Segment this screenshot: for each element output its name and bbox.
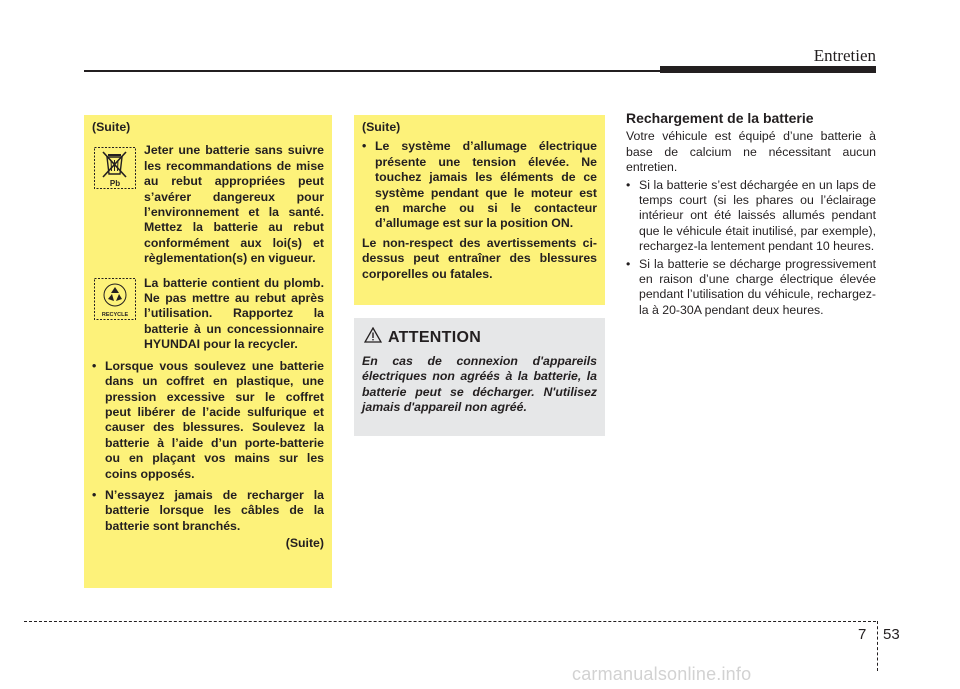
header-rule bbox=[84, 70, 664, 72]
bullet-item: • Lorsque vous soulevez une batterie dans un coffret en plastique, une pression excessive sur le coffret peut libérer de l’acide sulfurique et causer des blessures. Soulevez la batterie à l’aide d’un porte-batterie ou en plaçant vos mains sur les coins opposés. bbox=[92, 358, 324, 481]
disposal-paragraph: Jeter une batterie sans suivre les recommandations de mise au rebut appropriées peut s’avérer dangereux pour l’environnement et la santé. Mettez la batterie au rebut conformément aux loi(s) et règlementation(s) en vigueur. bbox=[144, 143, 324, 266]
bullet-text: Le système d’allumage électrique présente une tension élevée. Ne touchez jamais les éléments de ce système pendant que le moteur est en marche ou si le contacteur d’allumage est sur la position ON. bbox=[375, 139, 597, 231]
bullet-text: Si la batterie s’est déchargée en un laps de temps court (si les phares ou l’éclairage intérieur ont été laissés allumés pendant que le véhicule était inutilisé, par exemple), rechargez-la lentement pendant 10 heures. bbox=[639, 177, 876, 254]
lead-paragraph: La batterie contient du plomb. Ne pas mettre au rebut après l’utilisation. Rapportez la batterie à un concessionnaire HYUNDAI pour la recycler. bbox=[144, 275, 324, 352]
page-header-title: Entretien bbox=[813, 46, 876, 65]
continued-label: (Suite) bbox=[362, 120, 401, 134]
recycle-label: RECYCLE bbox=[101, 311, 129, 318]
recycle-icon bbox=[94, 278, 136, 320]
recharge-section bbox=[626, 111, 876, 318]
attention-box bbox=[354, 318, 605, 436]
page-number: 53 bbox=[883, 626, 900, 643]
section-intro: Votre véhicule est équipé d’une batterie à base de calcium ne nécessitant aucun entretien. bbox=[626, 129, 876, 175]
bullet-text: Lorsque vous soulevez une batterie dans un coffret en plastique, une pression excessive sur le coffret peut libérer de l’acide sulfurique et causer des blessures. Soulevez la batterie à l’aide d’un porte-batterie ou en plaçant vos mains sur les coins opposés. bbox=[105, 358, 324, 481]
attention-text: En cas de connexion d'appareils électriques non agréés à la batterie, la batterie peut se décharger. N'utilisez jamais d'appareil non agréé. bbox=[362, 354, 597, 415]
lead-block bbox=[92, 276, 324, 353]
crossed-bin-icon bbox=[94, 147, 136, 189]
warning-paragraph: Le non-respect des avertissements ci-dessus peut entraîner des blessures corporelles ou fatales. bbox=[362, 235, 597, 281]
bullet-item: • Le système d’allumage électrique présente une tension élevée. Ne touchez jamais les éléments de ce système pendant que le moteur est en marche ou si le contacteur d’allumage est sur la position ON. bbox=[362, 139, 597, 231]
watermark: carmanualsonline.info bbox=[572, 664, 752, 684]
page-divider bbox=[877, 621, 878, 671]
pb-label: Pb bbox=[109, 179, 121, 189]
continued-label: (Suite) bbox=[92, 120, 131, 134]
bullet-item: • Si la batterie s’est déchargée en un laps de temps court (si les phares ou l’éclairage intérieur ont été laissés allumés pendant que le véhicule était inutilisé, par exemple), rechargez-la lentement pendant 10 heures. bbox=[626, 177, 876, 254]
ignition-warning-box bbox=[354, 115, 605, 305]
battery-warning-box bbox=[84, 115, 332, 588]
disposal-block bbox=[92, 143, 324, 266]
header-rule-accent bbox=[660, 66, 876, 73]
bullet-text: Si la batterie se décharge progressivement en raison d’une charge électrique élevée pendant l’utilisation du véhicule, rechargez-la à 20-30A pendant deux heures. bbox=[639, 256, 876, 317]
bullet-text: N’essayez jamais de recharger la batterie lorsque les câbles de la batterie sont branchés. bbox=[105, 487, 324, 533]
footer-rule bbox=[24, 621, 876, 622]
bullet-item: • Si la batterie se décharge progressivement en raison d’une charge électrique élevée pendant l’utilisation du véhicule, rechargez-la à 20-30A pendant deux heures. bbox=[626, 256, 876, 317]
continued-label: (Suite) bbox=[285, 536, 324, 551]
section-title: Rechargement de la batterie bbox=[626, 110, 814, 126]
chapter-number: 7 bbox=[858, 626, 867, 643]
attention-title: ATTENTION bbox=[388, 328, 482, 346]
warning-triangle-icon bbox=[364, 327, 382, 348]
bullet-item: • N’essayez jamais de recharger la batterie lorsque les câbles de la batterie sont branchés. bbox=[92, 487, 324, 533]
